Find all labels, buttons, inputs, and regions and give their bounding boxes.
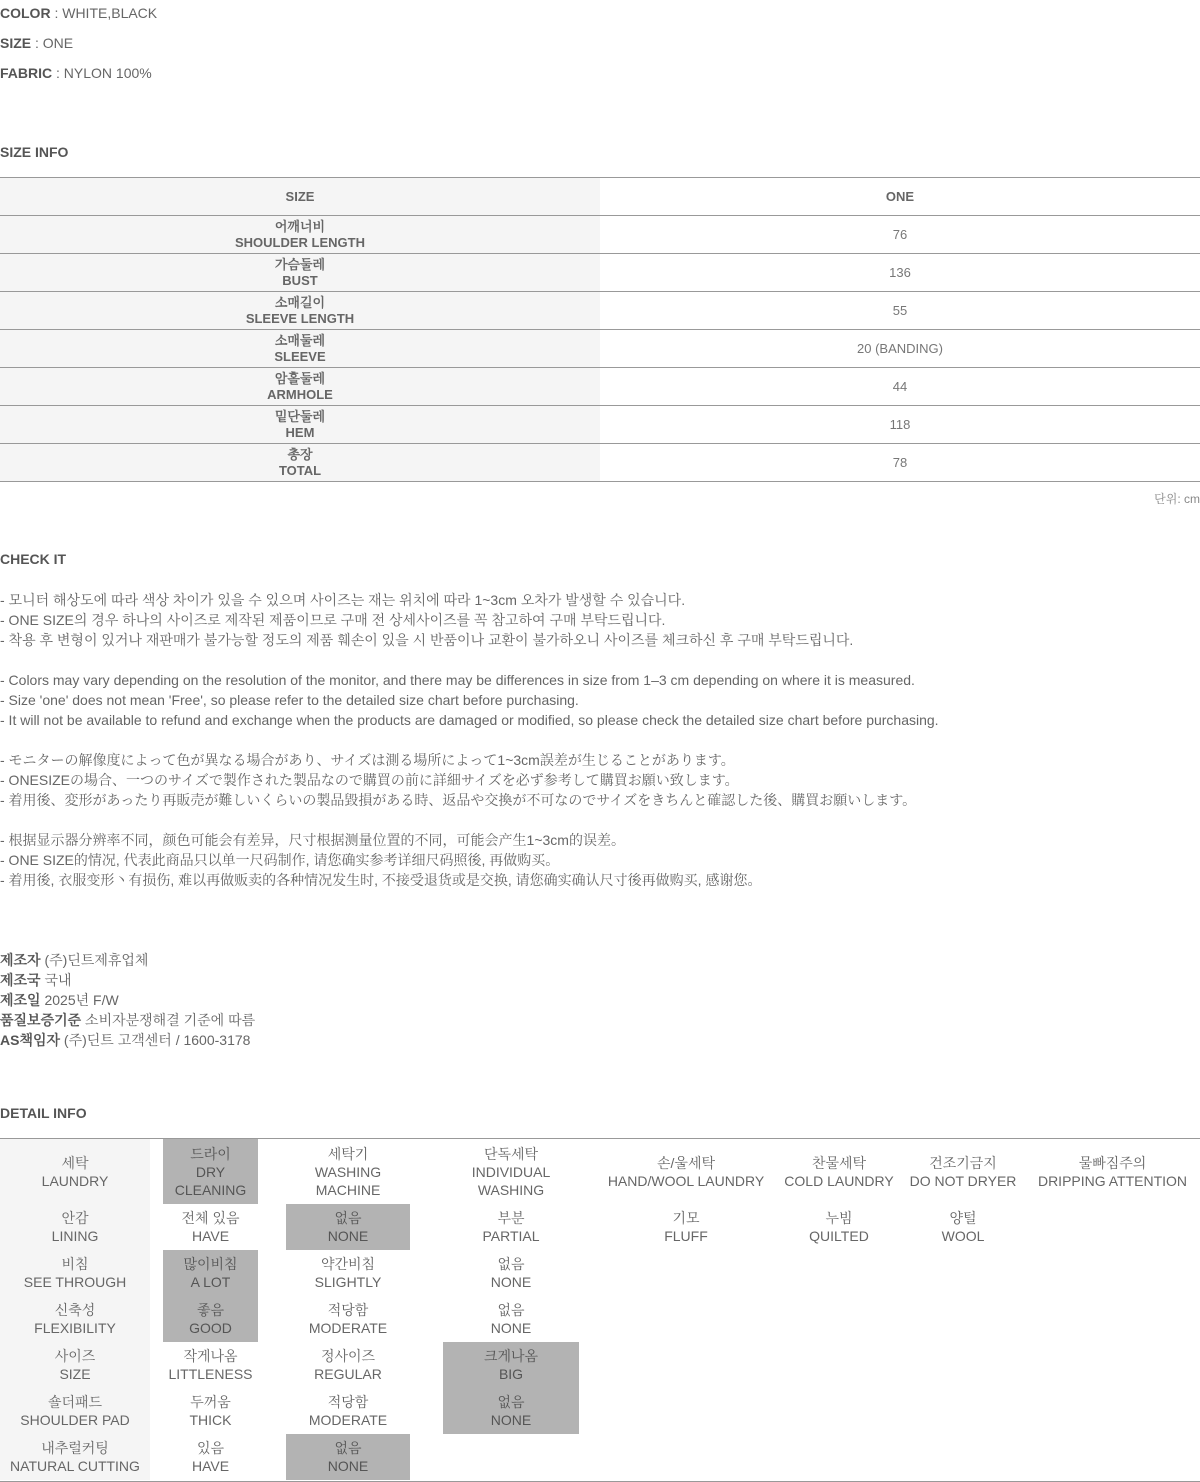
maker-value: (주)딘트제휴업체 xyxy=(40,952,149,968)
detail-option-selected xyxy=(163,1296,258,1342)
detail-option-text: 있음 xyxy=(196,1440,225,1456)
detail-option-text: HAVE xyxy=(191,1228,230,1244)
detail-label-text: 비침 xyxy=(61,1256,89,1272)
detail-option-text: 크게나옴 xyxy=(483,1348,539,1364)
detail-option xyxy=(603,1204,769,1250)
detail-label-text: 사이즈 xyxy=(54,1348,96,1364)
detail-option-text: CLEANING xyxy=(174,1181,247,1198)
detail-option-text: HAVE xyxy=(191,1458,230,1474)
detail-row-label xyxy=(0,1204,150,1250)
detail-option xyxy=(286,1342,410,1388)
detail-option-text: NONE xyxy=(327,1228,369,1244)
check-it-line: - 根据显示器分辨率不同，颜色可能会有差异，尺寸根据测量位置的不同，可能会产生1~3cm的误差。 xyxy=(0,832,625,848)
detail-option-text: HAND/WOOL LAUNDRY xyxy=(607,1172,765,1189)
detail-option xyxy=(443,1204,579,1250)
detail-option-text: DO NOT DRYER xyxy=(909,1172,1017,1189)
maker-row xyxy=(0,950,255,970)
size-row-value: 55 xyxy=(600,292,1200,330)
check-it-line: - ONESIZEの場合、一つのサイズで製作された製品なので購買の前に詳細サイズを必ず参考して購買お願い致します。 xyxy=(0,772,739,788)
detail-row-label xyxy=(0,1296,150,1342)
detail-option-text: MODERATE xyxy=(308,1412,388,1428)
detail-label-text: 안감 xyxy=(61,1210,89,1226)
detail-option-text: GOOD xyxy=(189,1320,232,1336)
detail-option-text: 기모 xyxy=(672,1210,700,1226)
detail-option-text: NONE xyxy=(490,1274,532,1290)
detail-option xyxy=(780,1204,898,1250)
detail-option xyxy=(163,1342,258,1388)
detail-option-text: 부분 xyxy=(497,1210,525,1226)
spec-size xyxy=(0,35,73,51)
size-row-value: 20 (BANDING) xyxy=(600,330,1200,368)
detail-option-text: A LOT xyxy=(190,1274,231,1290)
maker-key: 제조일 xyxy=(0,992,41,1008)
size-label-kr: 가슴둘레 xyxy=(274,256,326,272)
detail-option-text: 단독세탁 xyxy=(483,1145,539,1162)
detail-option xyxy=(163,1388,258,1434)
detail-label-text: SHOULDER PAD xyxy=(20,1412,130,1428)
maker-row xyxy=(0,970,255,990)
size-row-label xyxy=(0,444,600,482)
table-row xyxy=(0,368,1200,406)
size-label-en: ARMHOLE xyxy=(267,386,333,402)
size-table xyxy=(0,177,1200,482)
size-label-en: BUST xyxy=(282,272,318,288)
size-label-kr: 암홀둘레 xyxy=(274,370,326,386)
table-row xyxy=(0,330,1200,368)
check-it-line: - 모니터 해상도에 따라 색상 차이가 있을 수 있으며 사이즈는 재는 위치에 따라 1~3cm 오차가 발생할 수 있습니다. xyxy=(0,592,686,608)
spec-color-value: : WHITE,BLACK xyxy=(50,5,158,21)
check-it-line: - It will not be available to refund and exchange when the products are damaged or modified, so please check the detailed size chart before purchasing. xyxy=(0,712,939,728)
check-it-line: - Colors may vary depending on the resolution of the monitor, and there may be differences in size from 1–3 cm depending on where it is measured. xyxy=(0,672,915,688)
detail-option-text: DRIPPING ATTENTION xyxy=(1037,1172,1188,1189)
maker-value: 국내 xyxy=(40,972,72,988)
maker-row xyxy=(0,1010,255,1030)
size-row-label xyxy=(0,292,600,330)
size-label-en: HEM xyxy=(285,424,315,440)
maker-key: 제조자 xyxy=(0,952,41,968)
size-label-kr: 총장 xyxy=(287,446,313,462)
size-label-en: SHOULDER LENGTH xyxy=(235,234,365,250)
size-row-value: 136 xyxy=(600,254,1200,292)
size-row-label xyxy=(0,330,600,368)
size-label-kr: 밑단둘레 xyxy=(274,408,326,424)
detail-label-text: 숄더패드 xyxy=(47,1394,103,1410)
detail-option-selected xyxy=(443,1388,579,1434)
check-it-line xyxy=(0,730,939,750)
spec-fabric xyxy=(0,65,152,81)
table-row xyxy=(0,292,1200,330)
detail-label-text: NATURAL CUTTING xyxy=(10,1458,140,1474)
maker-key: AS책임자 xyxy=(0,1032,61,1048)
size-table-header xyxy=(0,178,1200,216)
detail-label-text: 신축성 xyxy=(54,1302,96,1318)
spec-color xyxy=(0,5,157,21)
detail-option-text: 건조기금지 xyxy=(929,1154,997,1171)
detail-option-text: 없음 xyxy=(334,1440,362,1456)
check-it-line: - ONE SIZE의 경우 하나의 사이즈로 제작된 제품이므로 구매 전 상세사이즈를 꼭 참고하여 구매 부탁드립니다. xyxy=(0,612,666,628)
size-label-kr: 어깨너비 xyxy=(274,218,326,234)
size-row-value: 78 xyxy=(600,444,1200,482)
check-it-heading: CHECK IT xyxy=(0,551,67,567)
detail-option xyxy=(286,1296,410,1342)
detail-label-text: SIZE xyxy=(59,1366,91,1382)
detail-option-text: 세탁기 xyxy=(327,1145,369,1162)
detail-option-selected xyxy=(163,1139,258,1204)
size-row-label xyxy=(0,368,600,406)
maker-row xyxy=(0,990,255,1010)
size-row-value: 44 xyxy=(600,368,1200,406)
maker-value: 2025년 F/W xyxy=(40,992,119,1008)
detail-option-text: 찬물세탁 xyxy=(811,1154,867,1171)
check-it-line: - モニターの解像度によって色が異なる場合があり、サイズは測る場所によって1~3cm誤差が生じることがあります。 xyxy=(0,752,735,768)
maker-info xyxy=(0,950,255,1050)
detail-info-grid xyxy=(0,1138,1200,1482)
detail-option xyxy=(1030,1139,1195,1204)
detail-option-text: 물빠짐주의 xyxy=(1078,1154,1147,1171)
check-it-line: - Size 'one' does not mean 'Free', so please refer to the detailed size chart before purchasing. xyxy=(0,692,579,708)
detail-option-text: MODERATE xyxy=(308,1320,388,1336)
detail-option-text: 없음 xyxy=(497,1394,525,1410)
detail-option-selected xyxy=(286,1434,410,1480)
maker-value: 소비자분쟁해결 기준에 따름 xyxy=(81,1012,256,1028)
check-it-notes xyxy=(0,590,939,890)
spec-color-key: COLOR xyxy=(0,5,51,21)
detail-option-text: 손/울세탁 xyxy=(657,1154,715,1171)
spec-size-key: SIZE xyxy=(0,35,32,51)
detail-option xyxy=(443,1250,579,1296)
detail-option-text: COLD LAUNDRY xyxy=(784,1172,894,1189)
detail-option-text: 두꺼움 xyxy=(190,1394,231,1410)
size-row-label xyxy=(0,406,600,444)
detail-option-text: REGULAR xyxy=(314,1366,382,1382)
size-label-en: SLEEVE LENGTH xyxy=(245,310,355,326)
detail-label-text: LINING xyxy=(51,1228,99,1244)
detail-option-text: THICK xyxy=(189,1412,232,1428)
table-row xyxy=(0,254,1200,292)
maker-key: 품질보증기준 xyxy=(0,1012,82,1028)
detail-option-text: SLIGHTLY xyxy=(314,1274,382,1290)
detail-option-text: 전체 있음 xyxy=(181,1210,240,1226)
detail-row-label xyxy=(0,1250,150,1296)
check-it-line xyxy=(0,650,939,670)
detail-option-text: 없음 xyxy=(497,1302,525,1318)
detail-option-text: NONE xyxy=(490,1320,532,1336)
detail-option-text: 적당함 xyxy=(327,1302,369,1318)
detail-option-text: WASHING MACHINE xyxy=(314,1163,382,1198)
detail-option-text: 드라이 xyxy=(190,1145,231,1162)
detail-option-text: INDIVIDUAL WASHING xyxy=(471,1163,551,1198)
maker-value: (주)딘트 고객센터 / 1600-3178 xyxy=(60,1032,251,1048)
detail-option-text: 양털 xyxy=(949,1210,977,1226)
size-label-en: SLEEVE xyxy=(274,348,326,364)
detail-row-label xyxy=(0,1388,150,1434)
detail-row-label xyxy=(0,1139,150,1204)
table-row xyxy=(0,216,1200,254)
detail-option-selected xyxy=(443,1342,579,1388)
detail-label-text: SEE THROUGH xyxy=(23,1274,127,1290)
detail-label-text: LAUNDRY xyxy=(41,1172,109,1189)
detail-option-text: 약간비침 xyxy=(320,1256,376,1272)
detail-option-text: 없음 xyxy=(497,1256,525,1272)
spec-fabric-value: : NYLON 100% xyxy=(52,65,152,81)
detail-option-text: NONE xyxy=(327,1458,369,1474)
detail-row-label xyxy=(0,1342,150,1388)
detail-option xyxy=(163,1204,258,1250)
detail-option-text: 정사이즈 xyxy=(320,1348,376,1364)
detail-option xyxy=(286,1250,410,1296)
spec-size-value: : ONE xyxy=(31,35,74,51)
detail-option-selected xyxy=(163,1250,258,1296)
size-row-label xyxy=(0,216,600,254)
detail-option-text: 좋음 xyxy=(196,1302,225,1318)
check-it-line xyxy=(0,810,939,830)
detail-option xyxy=(905,1204,1021,1250)
detail-option-text: WOOL xyxy=(941,1228,985,1244)
table-row xyxy=(0,444,1200,482)
size-label-kr: 소매둘레 xyxy=(274,332,326,348)
detail-option-text: 많이비침 xyxy=(183,1256,238,1272)
detail-option xyxy=(286,1139,410,1204)
detail-option-text: 작게나옴 xyxy=(183,1348,238,1364)
table-row xyxy=(0,406,1200,444)
size-info-heading: SIZE INFO xyxy=(0,144,69,160)
check-it-line: - 착용 후 변형이 있거나 재판매가 불가능할 정도의 제품 훼손이 있을 시 반품이나 교환이 불가하오니 사이즈를 체크하신 후 구매 부탁드립니다. xyxy=(0,632,854,648)
check-it-line: - 着用後, 衣服变形丶有损伤, 难以再做贩卖的各种情况发生时, 不接受退货或是交换, 请您确实确认尺寸後再做购买, 感谢您。 xyxy=(0,872,762,888)
size-label-en: TOTAL xyxy=(278,462,322,478)
detail-label-text: 내추럴커팅 xyxy=(41,1440,109,1456)
maker-row xyxy=(0,1030,255,1050)
size-row-value: 118 xyxy=(600,406,1200,444)
size-row-value: 76 xyxy=(600,216,1200,254)
detail-option-selected xyxy=(286,1204,410,1250)
detail-option xyxy=(443,1296,579,1342)
detail-option-text: 누빔 xyxy=(825,1210,853,1226)
detail-option xyxy=(286,1388,410,1434)
check-it-line: - ONE SIZE的情况, 代表此商品只以单一尺码制作, 请您确实参考详细尺码照後, 再做购买。 xyxy=(0,852,560,868)
detail-option-text: QUILTED xyxy=(809,1228,869,1244)
size-header-value: ONE xyxy=(600,178,1200,216)
detail-option-text: 적당함 xyxy=(327,1394,369,1410)
check-it-line: - 着用後、変形があったり再販売が難しいくらいの製品毀損がある時、返品や交換が不可なのでサイズをきちんと確認した後、購買お願いします。 xyxy=(0,792,917,808)
detail-option-text: NONE xyxy=(490,1412,532,1428)
detail-option xyxy=(163,1434,258,1480)
spec-fabric-key: FABRIC xyxy=(0,65,53,81)
detail-label-text: FLEXIBILITY xyxy=(34,1320,116,1336)
detail-label-text: 세탁 xyxy=(61,1154,89,1171)
size-row-label xyxy=(0,254,600,292)
detail-option-text: PARTIAL xyxy=(482,1228,540,1244)
detail-option xyxy=(443,1139,579,1204)
detail-option xyxy=(780,1139,898,1204)
detail-option-text: DRY xyxy=(195,1163,226,1180)
unit-note: 단위: cm xyxy=(1154,492,1200,506)
maker-key: 제조국 xyxy=(0,972,41,988)
detail-option-text: 없음 xyxy=(334,1210,362,1226)
detail-option-text: LITTLENESS xyxy=(168,1366,253,1382)
detail-row-label xyxy=(0,1434,150,1480)
detail-option-text: BIG xyxy=(498,1366,524,1382)
size-label-kr: 소매길이 xyxy=(274,294,326,310)
size-header-label: SIZE xyxy=(0,178,600,216)
detail-option xyxy=(905,1139,1021,1204)
detail-info-heading: DETAIL INFO xyxy=(0,1105,87,1121)
detail-option-text: FLUFF xyxy=(664,1228,708,1244)
detail-option xyxy=(603,1139,769,1204)
